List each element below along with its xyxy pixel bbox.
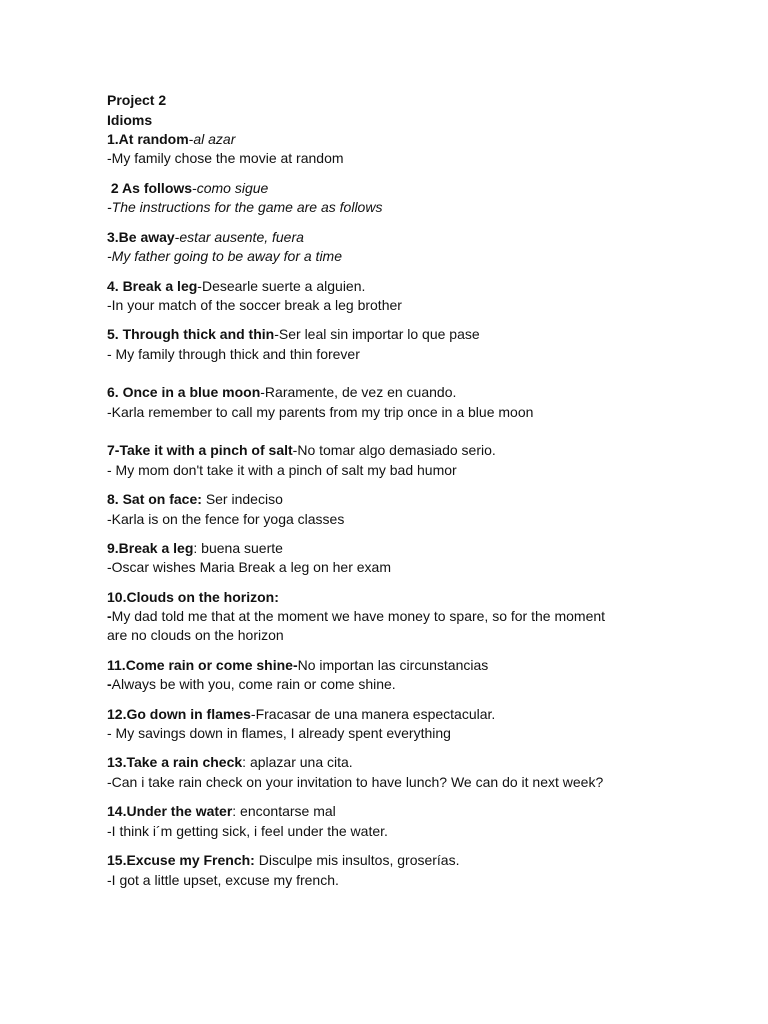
document-subtitle: Idioms xyxy=(107,112,153,128)
idiom-example: - My mom don't take it with a pinch of salt my bad humor xyxy=(107,462,457,478)
entry-heading xyxy=(107,325,480,343)
idiom-meaning: Ser leal sin importar lo que pase xyxy=(278,326,480,342)
idiom-meaning: como sigue xyxy=(196,180,269,196)
idiom-example: -I got a little upset, excuse my french. xyxy=(107,872,339,888)
entry-heading xyxy=(107,490,283,508)
idiom-term: 3.Be away xyxy=(107,229,175,245)
idiom-example xyxy=(107,607,605,625)
idiom-example: -Karla remember to call my parents from my trip once in a blue moon xyxy=(107,404,534,420)
idiom-meaning: No importan las circunstancias xyxy=(297,657,489,673)
idiom-term: 9.Break a leg xyxy=(107,540,194,556)
idiom-example: -Can i take rain check on your invitation to have lunch? We can do it next week? xyxy=(107,774,604,790)
example-text: Always be with you, come rain or come shine. xyxy=(111,676,396,692)
idiom-term: 6. Once in a blue moon xyxy=(107,384,261,400)
idiom-example: -In your match of the soccer break a leg brother xyxy=(107,297,402,313)
idiom-meaning: Raramente, de vez en cuando. xyxy=(264,384,457,400)
entry-heading xyxy=(107,802,336,820)
idiom-meaning: Disculpe mis insultos, groserías. xyxy=(258,852,460,868)
idiom-meaning: Ser indeciso xyxy=(205,491,283,507)
idiom-term: 15.Excuse my French: xyxy=(107,852,255,868)
separator: : xyxy=(242,754,250,770)
idiom-term: 5. Through thick and thin xyxy=(107,326,275,342)
idiom-example: -Oscar wishes Maria Break a leg on her exam xyxy=(107,559,391,575)
separator: - xyxy=(260,384,265,400)
separator: - xyxy=(188,131,194,147)
separator: - xyxy=(250,706,256,722)
idiom-example: -My father going to be away for a time xyxy=(107,248,342,264)
idiom-example: -My family chose the movie at random xyxy=(107,150,344,166)
idiom-term: 4. Break a leg xyxy=(107,278,198,294)
idiom-term: 2 As follows xyxy=(107,180,193,196)
entry-heading xyxy=(107,277,365,295)
separator: - xyxy=(174,229,180,245)
idiom-example: -Karla is on the fence for yoga classes xyxy=(107,511,345,527)
entry-heading xyxy=(107,753,353,771)
idiom-term: 14.Under the water xyxy=(107,803,233,819)
idiom-term: 12.Go down in flames xyxy=(107,706,251,722)
entry-heading xyxy=(107,130,235,148)
idiom-example: - My savings down in flames, I already spent everything xyxy=(107,725,451,741)
entry-heading xyxy=(107,441,496,459)
entry-heading xyxy=(107,228,304,246)
example-dash: - xyxy=(107,608,112,624)
idiom-meaning: al azar xyxy=(193,131,236,147)
idiom-meaning: Fracasar de una manera espectacular. xyxy=(255,706,496,722)
entry-heading xyxy=(107,656,488,674)
idiom-meaning: Desearle suerte a alguien. xyxy=(201,278,366,294)
separator: - xyxy=(192,180,197,196)
separator: - xyxy=(274,326,279,342)
example-text: My dad told me that at the moment we have money to spare, so for the moment xyxy=(111,608,606,624)
idiom-example: -I think i´m getting sick, i feel under the water. xyxy=(107,823,388,839)
idiom-meaning: No tomar algo demasiado serio. xyxy=(297,442,496,458)
idiom-term: 11.Come rain or come shine- xyxy=(107,657,298,673)
idiom-meaning: encontarse mal xyxy=(240,803,336,819)
separator: : xyxy=(193,540,202,556)
idiom-term: 10.Clouds on the horizon: xyxy=(107,589,279,605)
separator: - xyxy=(197,278,202,294)
idiom-term: 8. Sat on face: xyxy=(107,491,202,507)
idiom-example: - My family through thick and thin forever xyxy=(107,346,360,362)
idiom-term: 7-Take it with a pinch of salt xyxy=(107,442,293,458)
example-dash: - xyxy=(107,676,112,692)
entry-heading xyxy=(107,179,268,197)
entry-heading xyxy=(107,539,283,557)
idiom-example-continued: are no clouds on the horizon xyxy=(107,627,284,643)
entry-heading xyxy=(107,705,495,723)
idiom-term: 13.Take a rain check xyxy=(107,754,243,770)
separator: - xyxy=(292,442,298,458)
idiom-example xyxy=(107,675,396,693)
document-title: Project 2 xyxy=(107,92,167,108)
separator: : xyxy=(232,803,241,819)
idiom-meaning: aplazar una cita. xyxy=(249,754,353,770)
idiom-example: -The instructions for the game are as follows xyxy=(107,199,383,215)
entry-heading xyxy=(107,383,456,401)
entry-heading xyxy=(107,851,460,869)
idiom-term: 1.At random xyxy=(107,131,189,147)
idiom-meaning: buena suerte xyxy=(201,540,283,556)
idiom-meaning: estar ausente, fuera xyxy=(179,229,304,245)
